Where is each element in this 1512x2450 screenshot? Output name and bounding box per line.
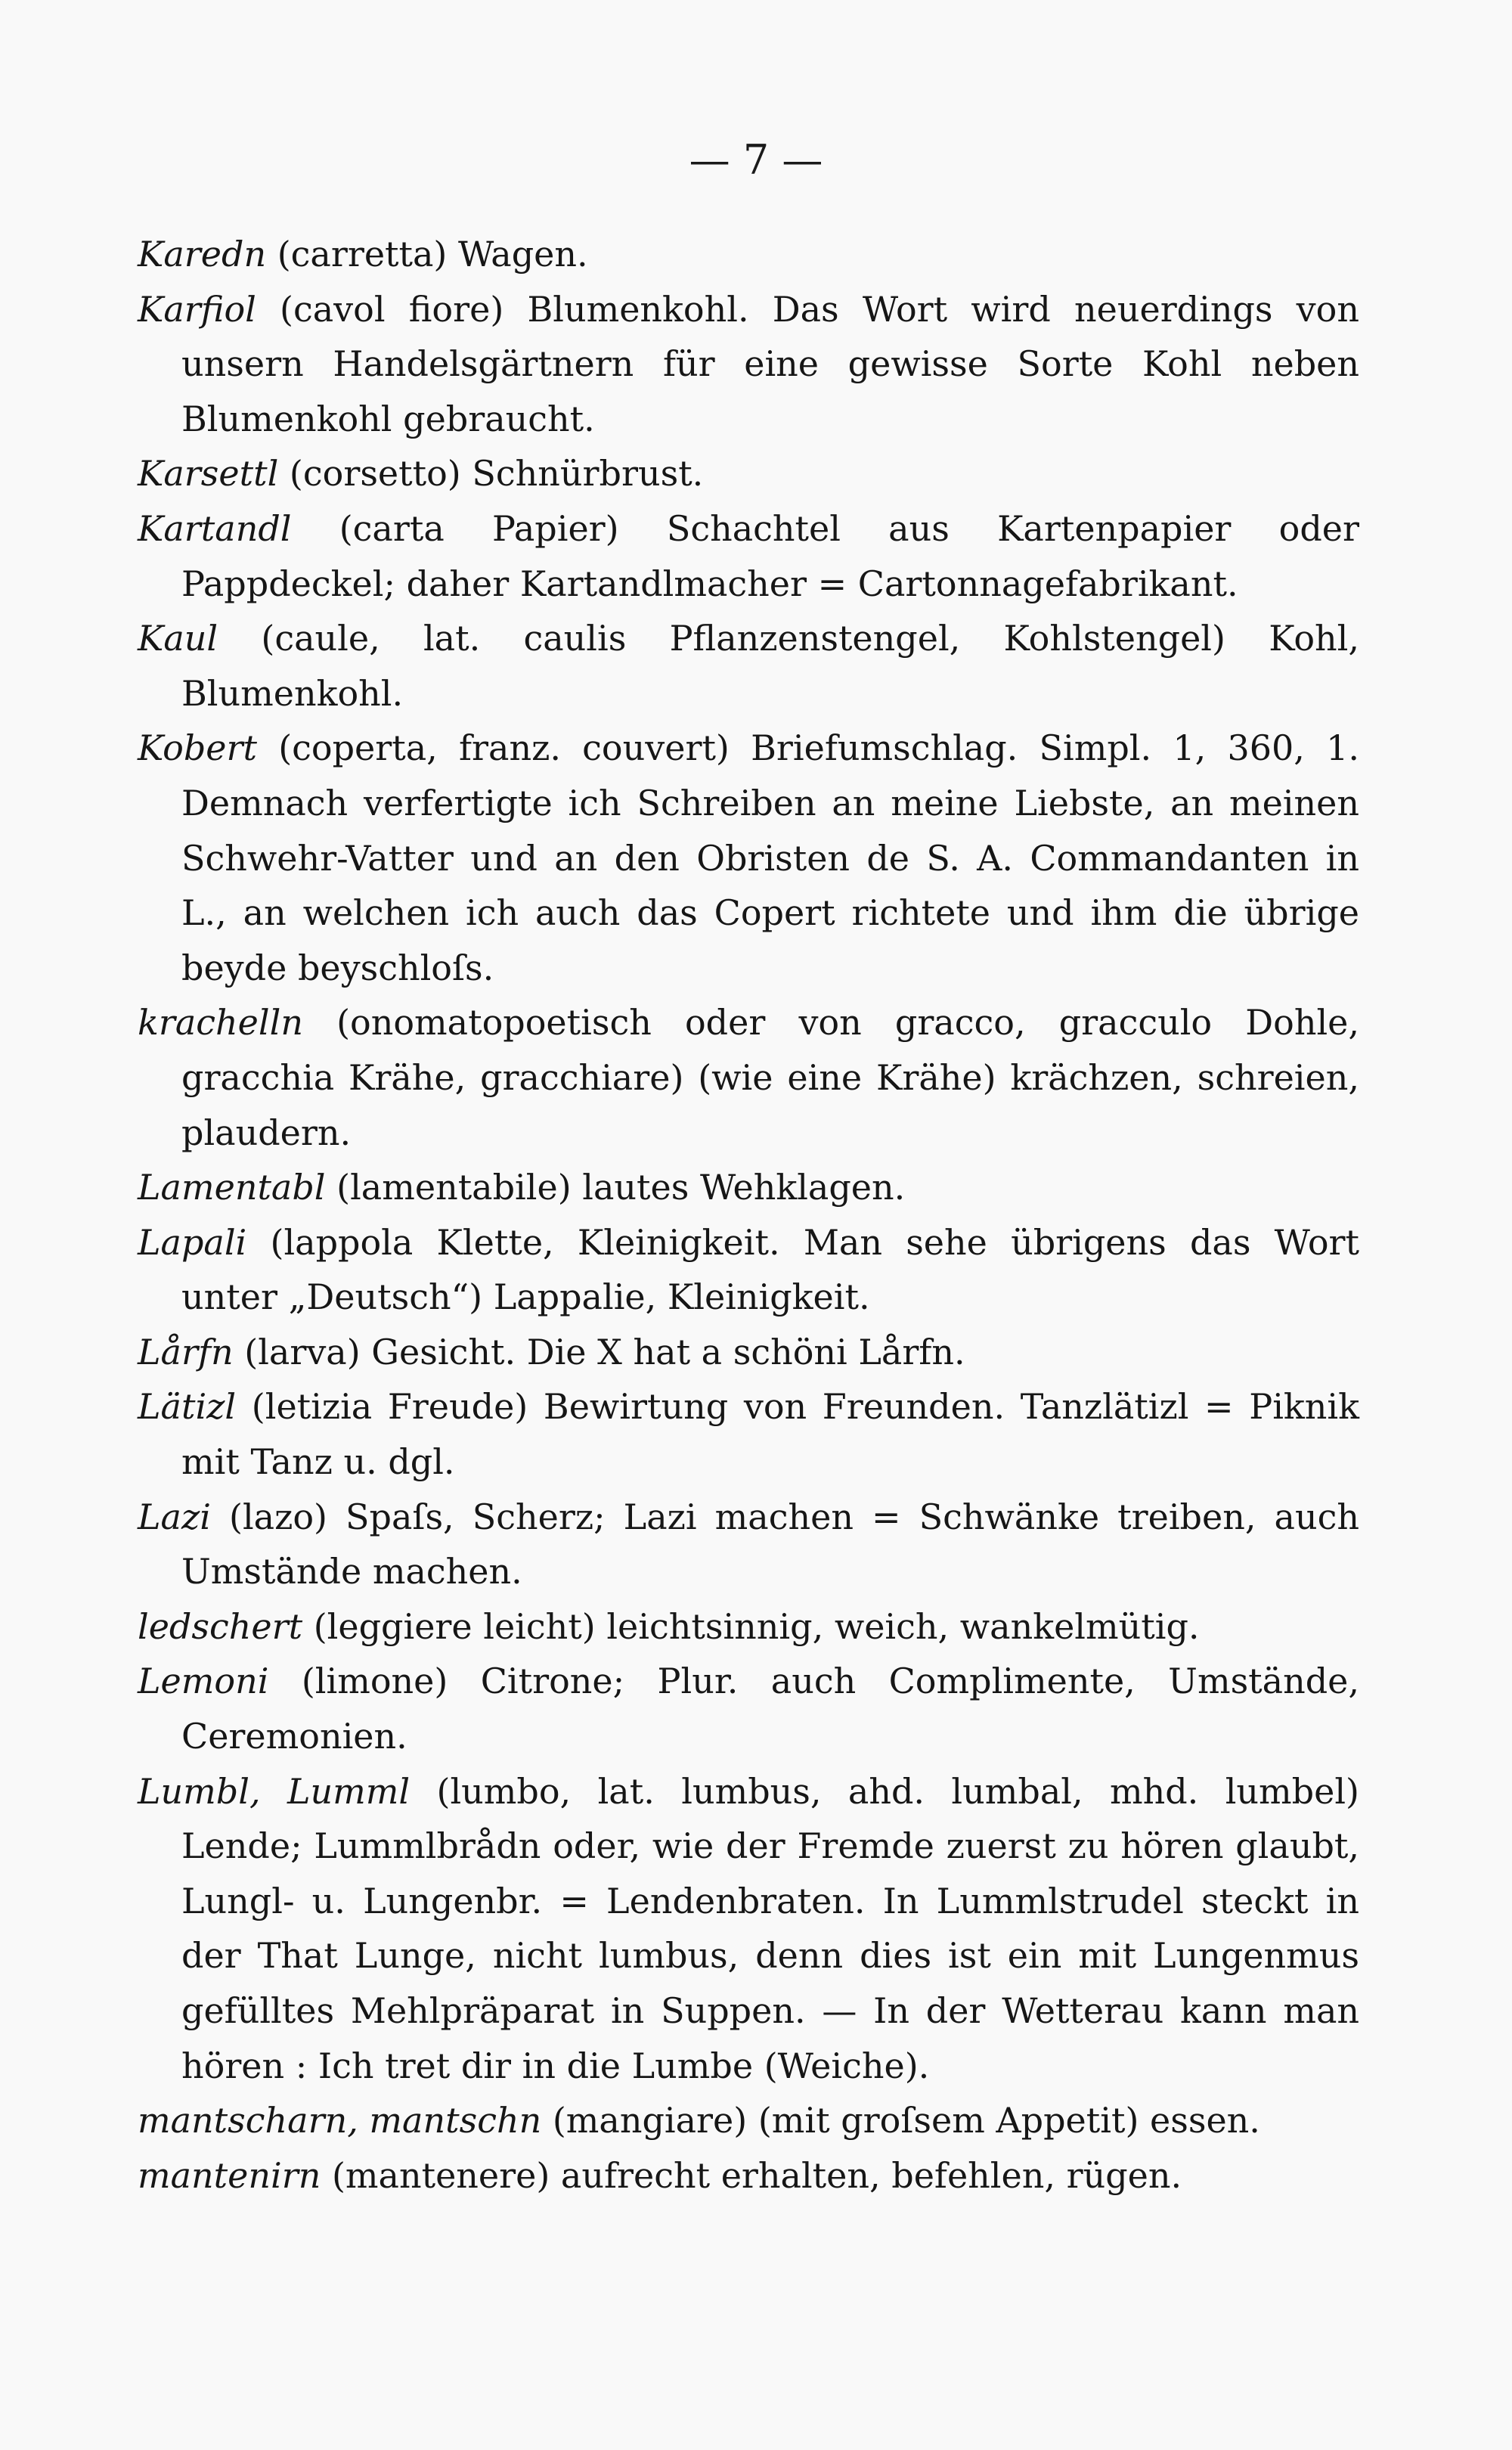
entry-lemma: Lazi	[138, 1496, 211, 1537]
entry-lemma: Karfiol	[138, 288, 256, 330]
entry-lemma: Lapali	[138, 1221, 247, 1263]
dictionary-entry	[138, 1379, 1359, 1489]
dictionary-entry	[138, 1654, 1359, 1763]
entry-text: (coperta, franz. couvert) Briefumschlag. Simpl. 1, 360, 1. Demnach verfertigte ich Schreiben an meine Liebste, an meinen Schwehr-Vatter und an den Obristen de S. A. Commandanten in L., an welchen ich auch das Copert richtete und ihm die übrige beyde beyschloſs.	[181, 727, 1360, 988]
dictionary-entry	[138, 1325, 1359, 1380]
dictionary-entry	[138, 282, 1359, 447]
page-number: — 7 —	[689, 136, 823, 184]
entry-lemma: Lätizl	[138, 1386, 237, 1428]
entry-lemma: Karedn	[138, 234, 267, 274]
entry-text: (onomatopoetisch oder von gracco, gracculo Dohle, gracchia Krähe, gracchiare) (wie eine Krähe) krächzen, schreien, plaudern.	[181, 1002, 1360, 1153]
entry-text: (caule, lat. caulis Pflanzenstengel, Kohlstengel) Kohl, Blumenkohl.	[181, 618, 1359, 714]
entry-text: (letizia Freude) Bewirtung von Freunden. Tanzlätizl = Piknik mit Tanz u. dgl.	[181, 1386, 1359, 1483]
entry-lemma: krachelln	[138, 1002, 303, 1044]
entry-lemma: Lårfn	[138, 1331, 234, 1372]
entry-text: (larva) Gesicht. Die X hat a schöni Lårfn.	[244, 1331, 965, 1372]
entry-text: (carta Papier) Schachtel aus Kartenpapier oder Pappdeckel; daher Kartandlmacher = Cartonnagefabrikant.	[181, 507, 1359, 604]
entry-text: (cavol fiore) Blumenkohl. Das Wort wird neuerdings von unsern Handelsgärtnern für eine gewisse Sorte Kohl neben Blumenkohl gebraucht.	[181, 288, 1359, 439]
dictionary-entry	[138, 1490, 1359, 1599]
dictionary-entry	[138, 227, 1359, 282]
entry-text: (limone) Citrone; Plur. auch Complimente, Umstände, Ceremonien.	[181, 1661, 1360, 1757]
entry-text: (leggiere leicht) leichtsinnig, weich, wankelmütig.	[313, 1605, 1200, 1647]
entry-text: (lumbo, lat. lumbus, ahd. lumbal, mhd. lumbel) Lende; Lummlbrådn oder, wie der Fremde zuerst zu hören glaubt, Lungl- u. Lungenbr. = Lendenbraten. In Lummlstrudel steckt in der That Lunge, nicht lumbus, denn dies ist ein mit Lungenmus gefülltes Mehlpräparat in Suppen. — In der Wetterau kann man hören : Ich tret dir in die Lumbe (Weiche).	[181, 1770, 1359, 2086]
dictionary-entry	[138, 1764, 1359, 2094]
entry-lemma: mantenirn	[138, 2154, 321, 2196]
entry-lemma: Karsettl	[138, 453, 279, 495]
dictionary-entry	[138, 501, 1359, 611]
entry-lemma: Kaul	[138, 618, 218, 659]
entry-text: (mangiare) (mit groſsem Appetit) essen.	[552, 2100, 1260, 2141]
dictionary-entry	[138, 446, 1359, 501]
entry-text: (carretta) Wagen.	[277, 234, 588, 274]
entry-lemma: Lamentabl	[138, 1167, 326, 1208]
dictionary-entry	[138, 1215, 1359, 1325]
dictionary-entry	[138, 995, 1359, 1160]
dictionary-entries	[138, 227, 1359, 2203]
dictionary-entry	[138, 2093, 1359, 2148]
dictionary-entry	[138, 611, 1359, 721]
dictionary-entry	[138, 1599, 1359, 1655]
dictionary-entry	[138, 1160, 1359, 1215]
entry-lemma: Lumbl, Lumml	[138, 1770, 411, 1812]
entry-text: (corsetto) Schnürbrust.	[289, 453, 704, 495]
dictionary-entry	[138, 2148, 1359, 2203]
entry-lemma: mantscharn, mantschn	[138, 2100, 542, 2141]
entry-lemma: Kartandl	[138, 507, 292, 549]
entry-text: (lappola Klette, Kleinigkeit. Man sehe übrigens das Wort unter „Deutsch“) Lappalie, Kleinigkeit.	[181, 1221, 1360, 1318]
dictionary-entry	[138, 721, 1359, 995]
entry-lemma: Lemoni	[138, 1661, 269, 1702]
entry-lemma: ledschert	[138, 1605, 303, 1647]
entry-text: (lamentabile) lautes Wehklagen.	[336, 1167, 906, 1208]
entry-text: (mantenere) aufrecht erhalten, befehlen, rügen.	[331, 2154, 1182, 2196]
entry-text: (lazo) Spaſs, Scherz; Lazi machen = Schwänke treiben, auch Umstände machen.	[181, 1496, 1359, 1592]
entry-lemma: Kobert	[138, 727, 257, 769]
